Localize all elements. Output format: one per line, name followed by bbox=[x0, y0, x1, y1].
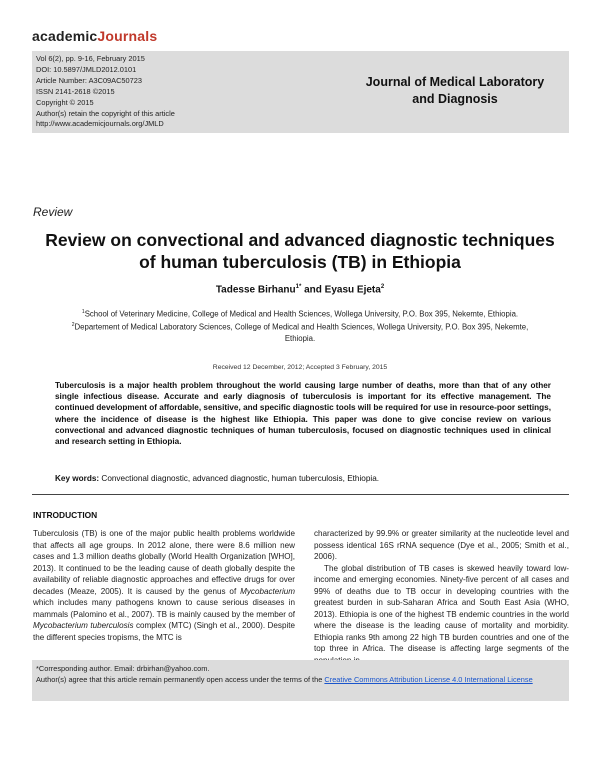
affiliation-marker: 2 bbox=[71, 322, 75, 329]
section-heading: INTRODUCTION bbox=[33, 510, 98, 520]
meta-volume: Vol 6(2), pp. 9-16, February 2015 bbox=[36, 54, 145, 63]
meta-article-number: Article Number: A3C09AC50723 bbox=[36, 75, 142, 85]
license-statement bbox=[36, 674, 566, 685]
publisher-logo bbox=[32, 28, 157, 44]
article-type: Review bbox=[33, 205, 73, 219]
body-column-left bbox=[33, 528, 295, 643]
author-name: Tadesse Birhanu bbox=[215, 284, 296, 296]
corresponding-author: *Corresponding author. Email: drbirhan@yahoo.com. bbox=[36, 664, 210, 673]
keywords bbox=[55, 474, 551, 483]
body-column-right bbox=[314, 528, 569, 667]
divider bbox=[32, 494, 569, 495]
meta-issn: ISSN 2141-2618 ©2015 bbox=[36, 86, 115, 96]
paragraph bbox=[33, 528, 295, 643]
logo-part-academic: academic bbox=[32, 28, 98, 44]
affiliations bbox=[60, 307, 540, 345]
journal-title-line1: Journal of Medical Laboratory bbox=[365, 75, 545, 89]
keywords-label: Key words: bbox=[55, 474, 100, 483]
affiliation-text: School of Veterinary Medicine, College of Medical and Health Sciences, Wollega University, P.O. Box 395, Nekemte, Ethiopia. bbox=[84, 309, 519, 319]
paragraph: characterized by 99.9% or greater similarity at the nucleotide level and possess identical 16S rRNA sequence (Dye et al., 2005; Smith et al., 2006). bbox=[314, 529, 569, 562]
meta-copyright: Copyright © 2015 bbox=[36, 97, 94, 107]
journal-title-line2: and Diagnosis bbox=[412, 92, 498, 106]
license-text: Author(s) agree that this article remain permanently open access under the terms of the bbox=[36, 675, 325, 684]
abstract: Tuberculosis is a major health problem throughout the world causing large number of deaths, more than that of any other single infectious disease. Accurate and early diagnosis of tuberculosis is important for its effective management. The continued development of affordable, sensitive, and specific diagnostic tools will be required for use in resource-poor settings, where the incidence of disease is the highest like Ethiopia. This paper was done to give concise review on various convectional and advanced diagnostic techniques of human tuberculosis, focused on diagnostic techniques used in clinical and research setting in Ethiopia. bbox=[55, 381, 551, 447]
species-name: Mycobacterium bbox=[240, 586, 295, 596]
meta-doi: DOI: 10.5897/JMLD2012.0101 bbox=[36, 64, 137, 74]
article-title: Review on convectional and advanced diagnostic techniques of human tuberculosis (TB) in Ethiopia bbox=[45, 230, 555, 272]
received-dates: Received 12 December, 2012; Accepted 3 February, 2015 bbox=[212, 364, 388, 371]
logo-part-journals: Journals bbox=[97, 28, 158, 44]
affiliation-text: Departement of Medical Laboratory Sciences, College of Medical and Health Sciences, Wollega University, P.O. Box 395, Nekemte, Ethiopia. bbox=[74, 322, 529, 344]
license-link[interactable]: Creative Commons Attribution License 4.0 International License bbox=[324, 675, 533, 684]
meta-author-rights: Author(s) retain the copyright of this article bbox=[36, 108, 175, 118]
species-name: Mycobacterium tuberculosis bbox=[33, 621, 134, 631]
author-list bbox=[40, 284, 560, 295]
author-superscript: 2 bbox=[380, 284, 385, 290]
footnote bbox=[36, 663, 566, 685]
paragraph-text: Tuberculosis (TB) is one of the major public health problems worldwide that affects all age groups. In 2012 alone, there were 8.6 million new cases and 1.3 million deaths globally (World Health Organization [WHO], 2013). It continued to be the leading cause of death globally despite the availability of reliable diagnostic approaches and effective drugs for over decades (Meaze, 2005). It is caused by the genus of bbox=[33, 529, 295, 596]
author-separator: and bbox=[301, 284, 325, 296]
paragraph-text: which includes many pathogens known to cause serious diseases in mammals (Palomino et al., 2007). TB is mainly caused by the member of bbox=[33, 598, 295, 619]
journal-title bbox=[355, 74, 555, 108]
author-name: Eyasu Ejeta bbox=[324, 284, 381, 296]
author-superscript: 1* bbox=[295, 284, 302, 290]
article-metadata bbox=[36, 54, 326, 130]
affiliation-1 bbox=[60, 307, 540, 320]
affiliation-marker: 1 bbox=[81, 309, 85, 315]
affiliation-2 bbox=[60, 320, 540, 345]
keywords-text: Convectional diagnostic, advanced diagnostic, human tuberculosis, Ethiopia. bbox=[99, 474, 380, 483]
paragraph-text: complex (MTC) (Singh et al., 2000). Despite the different species tropisms, the MTC is bbox=[33, 621, 296, 642]
paragraph: The global distribution of TB cases is skewed heavily toward low-income and emerging economies. Ninety-five percent of all cases and 99% of deaths due to TB occur in developing countries with the greatest burden in sub-Saharan Africa and South East Asia (WHO, 2013). Ethiopia is one of the highest TB endemic countries in the world where the disease is the leading cause of mortality and morbidity. Ethiopia ranks 9th among 22 high TB burden countries and one of the top three in Africa. The disease is affecting large segments of the bbox=[314, 563, 569, 654]
meta-url[interactable]: http://www.academicjournals.org/JMLD bbox=[36, 119, 164, 129]
